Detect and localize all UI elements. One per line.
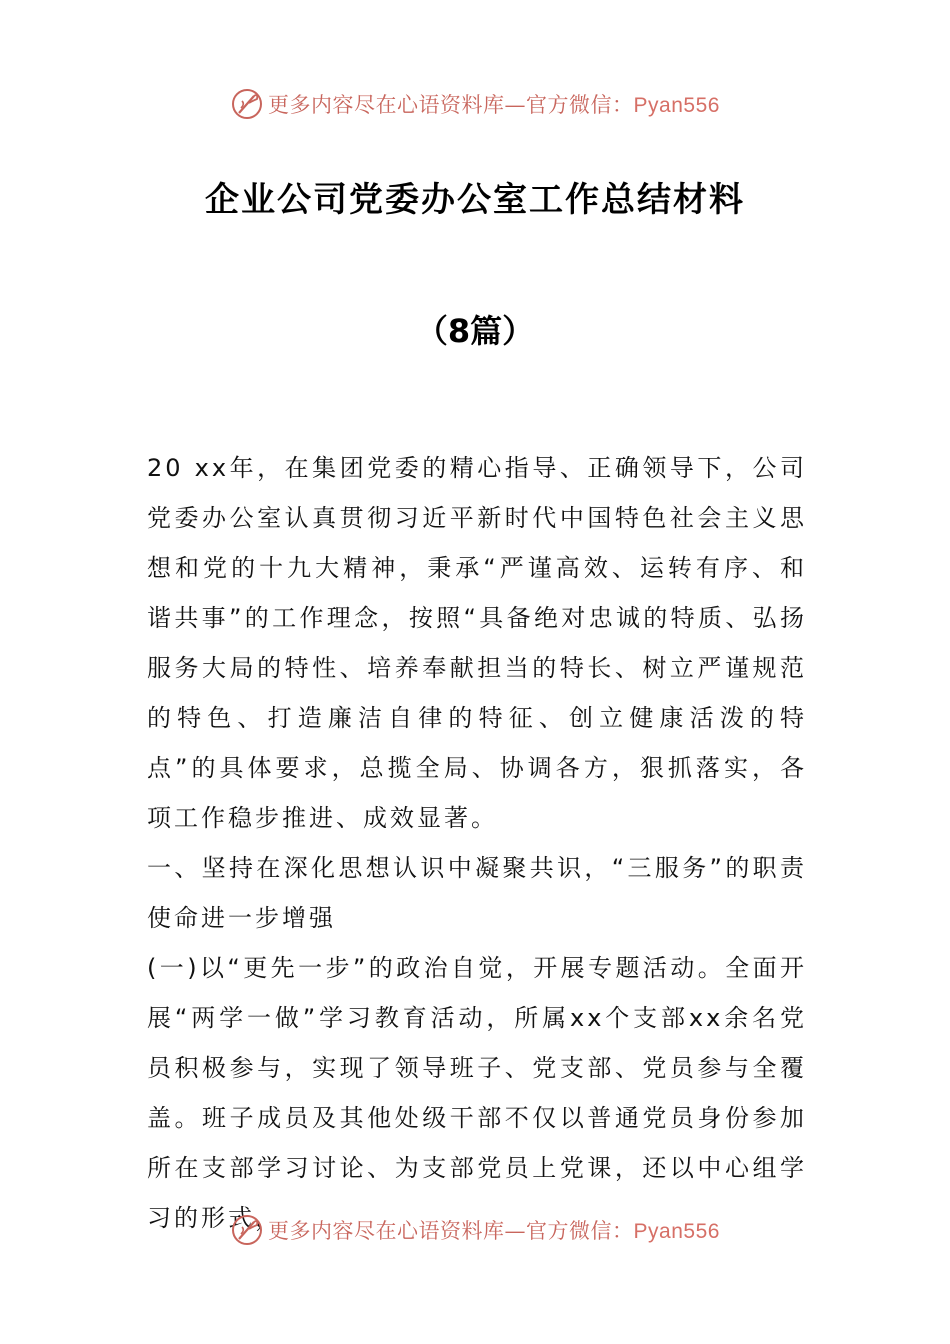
paragraph-intro: 20 xx年，在集团党委的精心指导、正确领导下，公司党委办公室认真贯彻习近平新时代中国特色社会主义思想和党的十九大精神，秉承“严谨高效、运转有序、和谐共事”的工作理念，按照“具备绝对忠诚的特质、弘扬服务大局的特性、培养奉献担当的特长、树立严谨规范的特色、打造廉洁自律的特征、创立健康活泼的特点”的具体要求，总揽全局、协调各方，狠抓落实，各项工作稳步推进、成效显著。 [147,454,807,832]
paragraph-section-1-1: (一)以“更先一步”的政治自觉，开展专题活动。全面开展“两学一做”学习教育活动，所属xx个支部xx余名党员积极参与，实现了领导班子、党支部、党员参与全覆盖。班子成员及其他处级干部不仅以普通党员身份参加所在支部学习讨论、为支部党员上党课，还以中心组学习的形式， [147,954,807,1232]
watermark-label: 更多内容尽在心语资料库—官方微信： [268,93,634,117]
quill-pen-logo-icon [230,87,264,121]
watermark-text [268,89,720,119]
document-subtitle: （8篇） [415,312,535,350]
quill-pen-logo-icon [230,1213,264,1247]
watermark-banner-top [0,84,950,124]
watermark-label: 更多内容尽在心语资料库—官方微信： [268,1219,634,1243]
section-heading-1: 一、坚持在深化思想认识中凝聚共识，“三服务”的职责使命进一步增强 [147,854,807,932]
document-body [147,443,807,1243]
watermark-banner-bottom [0,1210,950,1250]
document-title: 企业公司党委办公室工作总结材料 [205,180,745,220]
watermark-wechat-id: Pyan556 [633,1220,720,1243]
watermark-text [268,1215,720,1245]
watermark-wechat-id: Pyan556 [633,94,720,117]
